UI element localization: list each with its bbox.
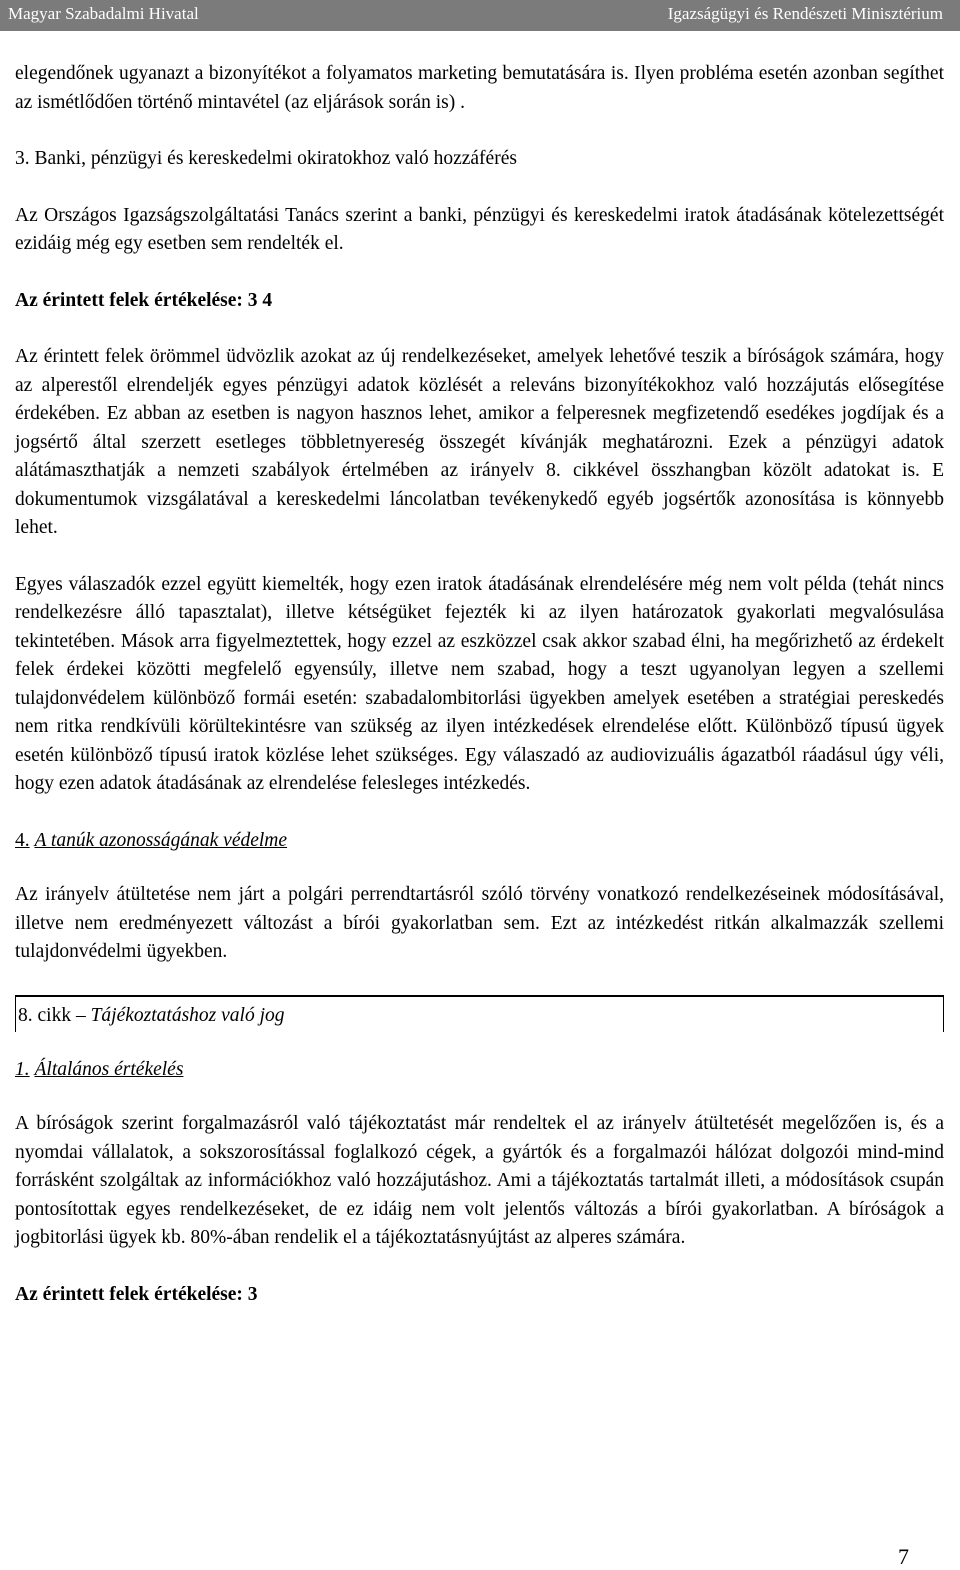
paragraph-5: Az irányelv átültetése nem járt a polgári perrendtartásról szóló törvény vonatkozó rendelkezéseinek módosításával, illetve nem eredményezett változást a bírói gyakorlatban sem. Ezt az intézkedést ritkán alkalmazzák szellemi tulajdonvédelmi ügyekben. xyxy=(15,884,944,962)
header-left: Magyar Szabadalmi Hivatal xyxy=(8,4,199,23)
article-title: Tájékoztatáshoz való jog xyxy=(90,1004,285,1026)
subsection-heading-1-title: Általános értékelés xyxy=(34,1058,184,1080)
section-heading-4 xyxy=(15,827,944,856)
section-heading-4-number: 4. xyxy=(15,829,30,851)
paragraph-6: A bíróságok szerint forgalmazásról való tájékoztatást már rendeltek el az irányelv átültetését megelőzően is, és a nyomdai vállalatok, a sokszorosítással foglalkozó cégek, a gyártók és a forgalmazói hálózat dolgozói mind-mind forrásként szolgáltak az információkhoz való hozzájutáshoz. Ami a tájékoztatás tartalmát illeti, a módosítások csupán pontosítottak egyes rendelkezéseket, de ez idáig nem volt jelentős változás a bírói gyakorlatban. A bíróságok a jogbitorlási ügyek kb. 80%-ában rendelik el a tájékoztatásnyújtást az alperes számára. xyxy=(15,1113,944,1248)
subsection-heading-1-number: 1. xyxy=(15,1058,30,1080)
article-label: 8. cikk xyxy=(18,1004,72,1026)
evaluation-heading-1: Az érintett felek értékelése: 3 4 xyxy=(15,289,273,311)
header-right: Igazságügyi és Rendészeti Minisztérium xyxy=(667,4,943,23)
page-header xyxy=(0,0,960,31)
page-number: 7 xyxy=(898,1544,909,1569)
section-heading-3: 3. Banki, pénzügyi és kereskedelmi okiratokhoz való hozzáférés xyxy=(15,148,517,169)
paragraph-4: Egyes válaszadók ezzel együtt kiemelték, hogy ezen iratok átadásának elrendelésére még nem volt példa (tehát nincs rendelkezésre álló tapasztalat), illetve kétségüket fejezték ki az ilyen határozatok gyakorlati megvalósulása tekintetében. Mások arra figyelmeztettek, hogy ezzel az eszközzel csak akkor szabad élni, ha megőrizhető az érdekelt felek érdekei közötti megfelelő egyensúly, illetve nem szabad, hogy a teszt ugyanolyan legyen a szellemi tulajdonvédelem különböző formái esetén: szabadalombitorlási ügyekben amelyek esetében a stratégiai pereskedés nem ritka rendkívüli körültekintésre van szükség az ilyen intézkedések elrendelése előtt. Különböző típusú ügyek esetén különböző típusú iratok közlése lehet szükséges. Egy válaszadó az audiovizuális ágazatból ráadásul úgy véli, hogy ezen adatok átadásának az elrendelése felesleges intézkedés. xyxy=(15,573,944,794)
paragraph-1: elegendőnek ugyanazt a bizonyítékot a folyamatos marketing bemutatására is. Ilyen probléma esetén azonban segíthet az ismétlődően történő mintavétel (az eljárások során is) . xyxy=(15,63,944,113)
section-heading-4-title: A tanúk azonosságának védelme xyxy=(34,829,288,851)
document-body xyxy=(15,60,944,1309)
subsection-heading-1 xyxy=(15,1056,944,1085)
article-box: 8. cikk – Tájékoztatáshoz való jog xyxy=(15,995,944,1032)
evaluation-heading-2: Az érintett felek értékelése: 3 xyxy=(15,1283,258,1305)
paragraph-2: Az Országos Igazságszolgáltatási Tanács szerint a banki, pénzügyi és kereskedelmi iratok átadásának kötelezettségét ezidáig még egy esetben sem rendelték el. xyxy=(15,204,944,254)
paragraph-3: Az érintett felek örömmel üdvözlik azokat az új rendelkezéseket, amelyek lehetővé teszik a bíróságok számára, hogy az alperestől elrendeljék egyes pénzügyi adatok közlését a releváns bizonyítékokhoz való hozzájutás elősegítése érdekében. Ez abban az esetben is nagyon hasznos lehet, amikor a felperesnek megfizetendő esedékes jogdíjak és a jogsértő által szerzett esetleges többletnyereség összegét kívánják meghatározni. Ezek a pénzügyi adatok alátámaszthatják a nemzeti szabályok értelmében az irányelv 8. cikkével összhangban közölt adatokat is. E dokumentumok vizsgálatával a kereskedelmi láncolatban tevékenykedő egyéb jogsértők azonosítása is könnyebb lehet. xyxy=(15,346,944,538)
